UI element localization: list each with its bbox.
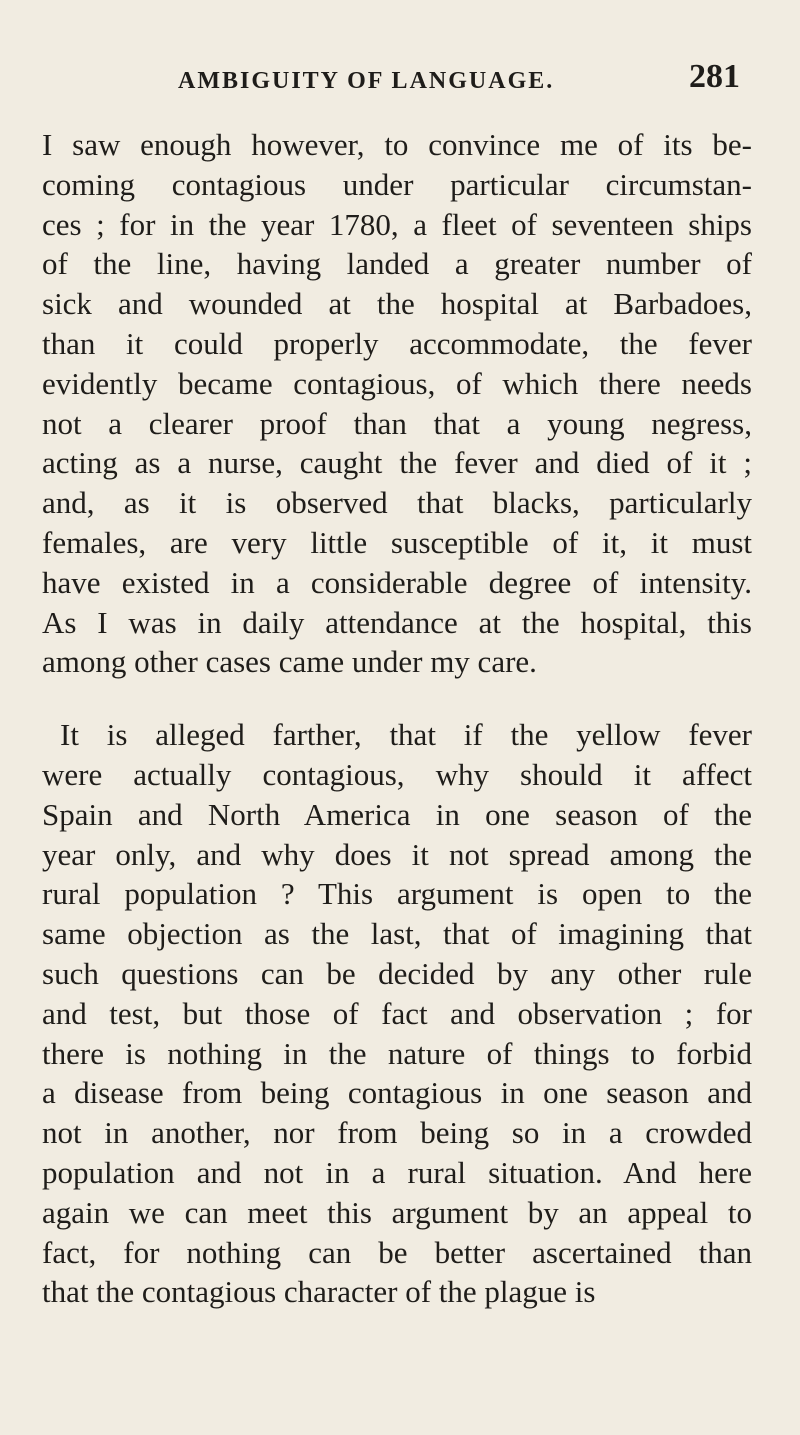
text-line: population and not in a rural situation. And here (42, 1154, 752, 1190)
text-line: It is alleged farther, that if the yellow fever (60, 717, 752, 753)
text-line: such questions can be decided by any other rule (42, 955, 752, 991)
text-line: year only, and why does it not spread among the (42, 836, 752, 872)
text-line: evidently became contagious, of which there needs (42, 365, 752, 401)
running-head: AMBIGUITY OF LANGUAGE. (178, 68, 555, 94)
text-line: ces ; for in the year 1780, a fleet of seventeen ships (42, 206, 752, 242)
text-line: and, as it is observed that blacks, particularly (42, 485, 752, 521)
body-text (42, 125, 752, 1312)
text-line: fact, for nothing can be better ascertained than (42, 1234, 752, 1270)
text-line: same objection as the last, that of imagining that (42, 916, 752, 952)
text-line: among other cases came under my care. (42, 644, 537, 680)
text-line: not in another, nor from being so in a crowded (42, 1115, 752, 1151)
paragraph-1 (42, 125, 752, 682)
text-line: sick and wounded at the hospital at Barbadoes, (42, 286, 752, 322)
text-line: As I was in daily attendance at the hospital, this (42, 604, 752, 640)
paragraph-2 (42, 715, 752, 1312)
text-line: females, are very little susceptible of it, it must (42, 524, 752, 560)
text-line: have existed in a considerable degree of intensity. (42, 564, 752, 600)
text-line: Spain and North America in one season of the (42, 796, 752, 832)
text-line: that the contagious character of the plague is (42, 1274, 596, 1310)
text-line: I saw enough however, to convince me of its be- (42, 127, 752, 162)
page-number: 281 (689, 58, 740, 95)
text-line: than it could properly accommodate, the fever (42, 325, 752, 361)
text-line: rural population ? This argument is open to the (42, 876, 752, 912)
text-line: of the line, having landed a greater number of (42, 246, 752, 282)
text-line: and test, but those of fact and observation ; for (42, 995, 752, 1031)
text-line: acting as a nurse, caught the fever and died of it ; (42, 445, 752, 481)
paragraph-gap (42, 682, 752, 715)
page-header (0, 58, 800, 102)
text-line: not a clearer proof than that a young negress, (42, 405, 752, 441)
text-line: coming contagious under particular circumstan- (42, 166, 752, 202)
text-line: a disease from being contagious in one season and (42, 1075, 752, 1111)
text-line: were actually contagious, why should it affect (42, 756, 752, 792)
text-line: there is nothing in the nature of things to forbid (42, 1035, 752, 1071)
text-line: again we can meet this argument by an appeal to (42, 1194, 752, 1230)
